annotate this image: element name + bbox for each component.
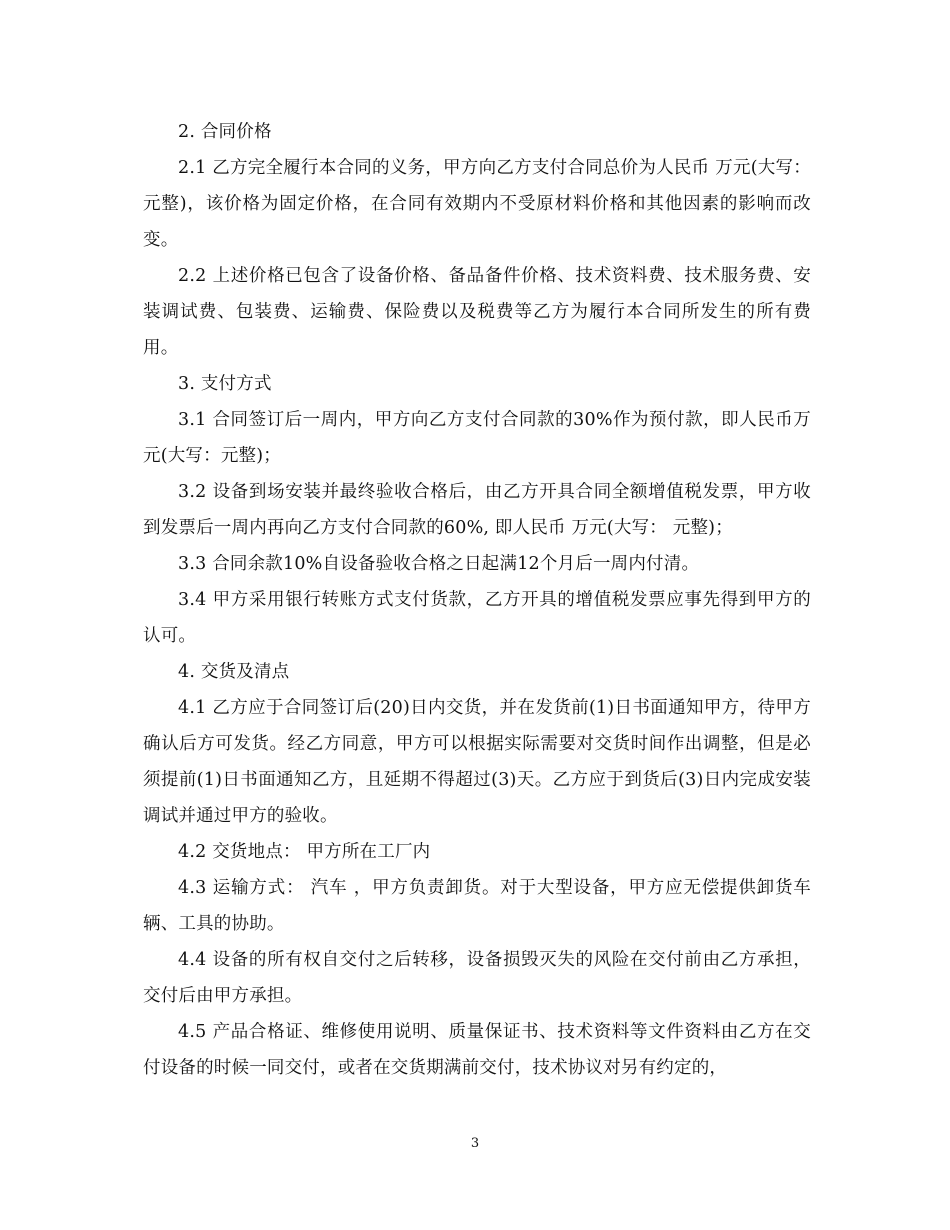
section-heading-delivery: 4. 交货及清点: [178, 662, 290, 682]
clause-3-2: 3.2 设备到场安装并最终验收合格后，由乙方开具合同全额增值税发票，甲方收到发票后一周内再向乙方支付合同款的60%, 即人民币 万元(大写： 元整)；: [143, 482, 811, 538]
clause-4-1: 4.1 乙方应于合同签订后(20)日内交货，并在发货前(1)日书面通知甲方，待甲方确认后方可发货。经乙方同意，甲方可以根据实际需要对交货时间作出调整，但是必须提前(1)日书面通知乙方，且延期不得超过(3)天。乙方应于到货后(3)日内完成安装调试并通过甲方的验收。: [143, 698, 811, 826]
clause-4-3: 4.3 运输方式： 汽车 ，甲方负责卸货。对于大型设备，甲方应无偿提供卸货车辆、工具的协助。: [143, 878, 811, 934]
clause-3-3: 3.3 合同余款10%自设备验收合格之日起满12个月后一周内付清。: [178, 554, 700, 574]
clause-2-1: 2.1 乙方完全履行本合同的义务，甲方向乙方支付合同总价为人民币 万元(大写： 元整)，该价格为固定价格，在合同有效期内不受原材料价格和其他因素的影响而改变。: [143, 158, 811, 250]
clause-2-2: 2.2 上述价格已包含了设备价格、备品备件价格、技术资料费、技术服务费、安装调试费、包装费、运输费、保险费以及税费等乙方为履行本合同所发生的所有费用。: [143, 266, 811, 358]
clause-3-1: 3.1 合同签订后一周内，甲方向乙方支付合同款的30%作为预付款，即人民币万元(大写：元整)；: [143, 410, 811, 466]
clause-4-2: 4.2 交货地点： 甲方所在工厂内: [178, 842, 431, 862]
section-heading-contract-price: 2. 合同价格: [178, 122, 272, 142]
contract-body: [143, 114, 811, 1086]
section-heading-payment-method: 3. 支付方式: [178, 374, 272, 394]
page-number: 3: [470, 1136, 480, 1151]
clause-4-4: 4.4 设备的所有权自交付之后转移，设备损毁灭失的风险在交付前由乙方承担，交付后由甲方承担。: [143, 950, 811, 1006]
clause-3-4: 3.4 甲方采用银行转账方式支付货款，乙方开具的增值税发票应事先得到甲方的认可。: [143, 590, 811, 646]
clause-4-5: 4.5 产品合格证、维修使用说明、质量保证书、技术资料等文件资料由乙方在交付设备的时候一同交付，或者在交货期满前交付，技术协议对另有约定的，: [143, 1022, 811, 1078]
